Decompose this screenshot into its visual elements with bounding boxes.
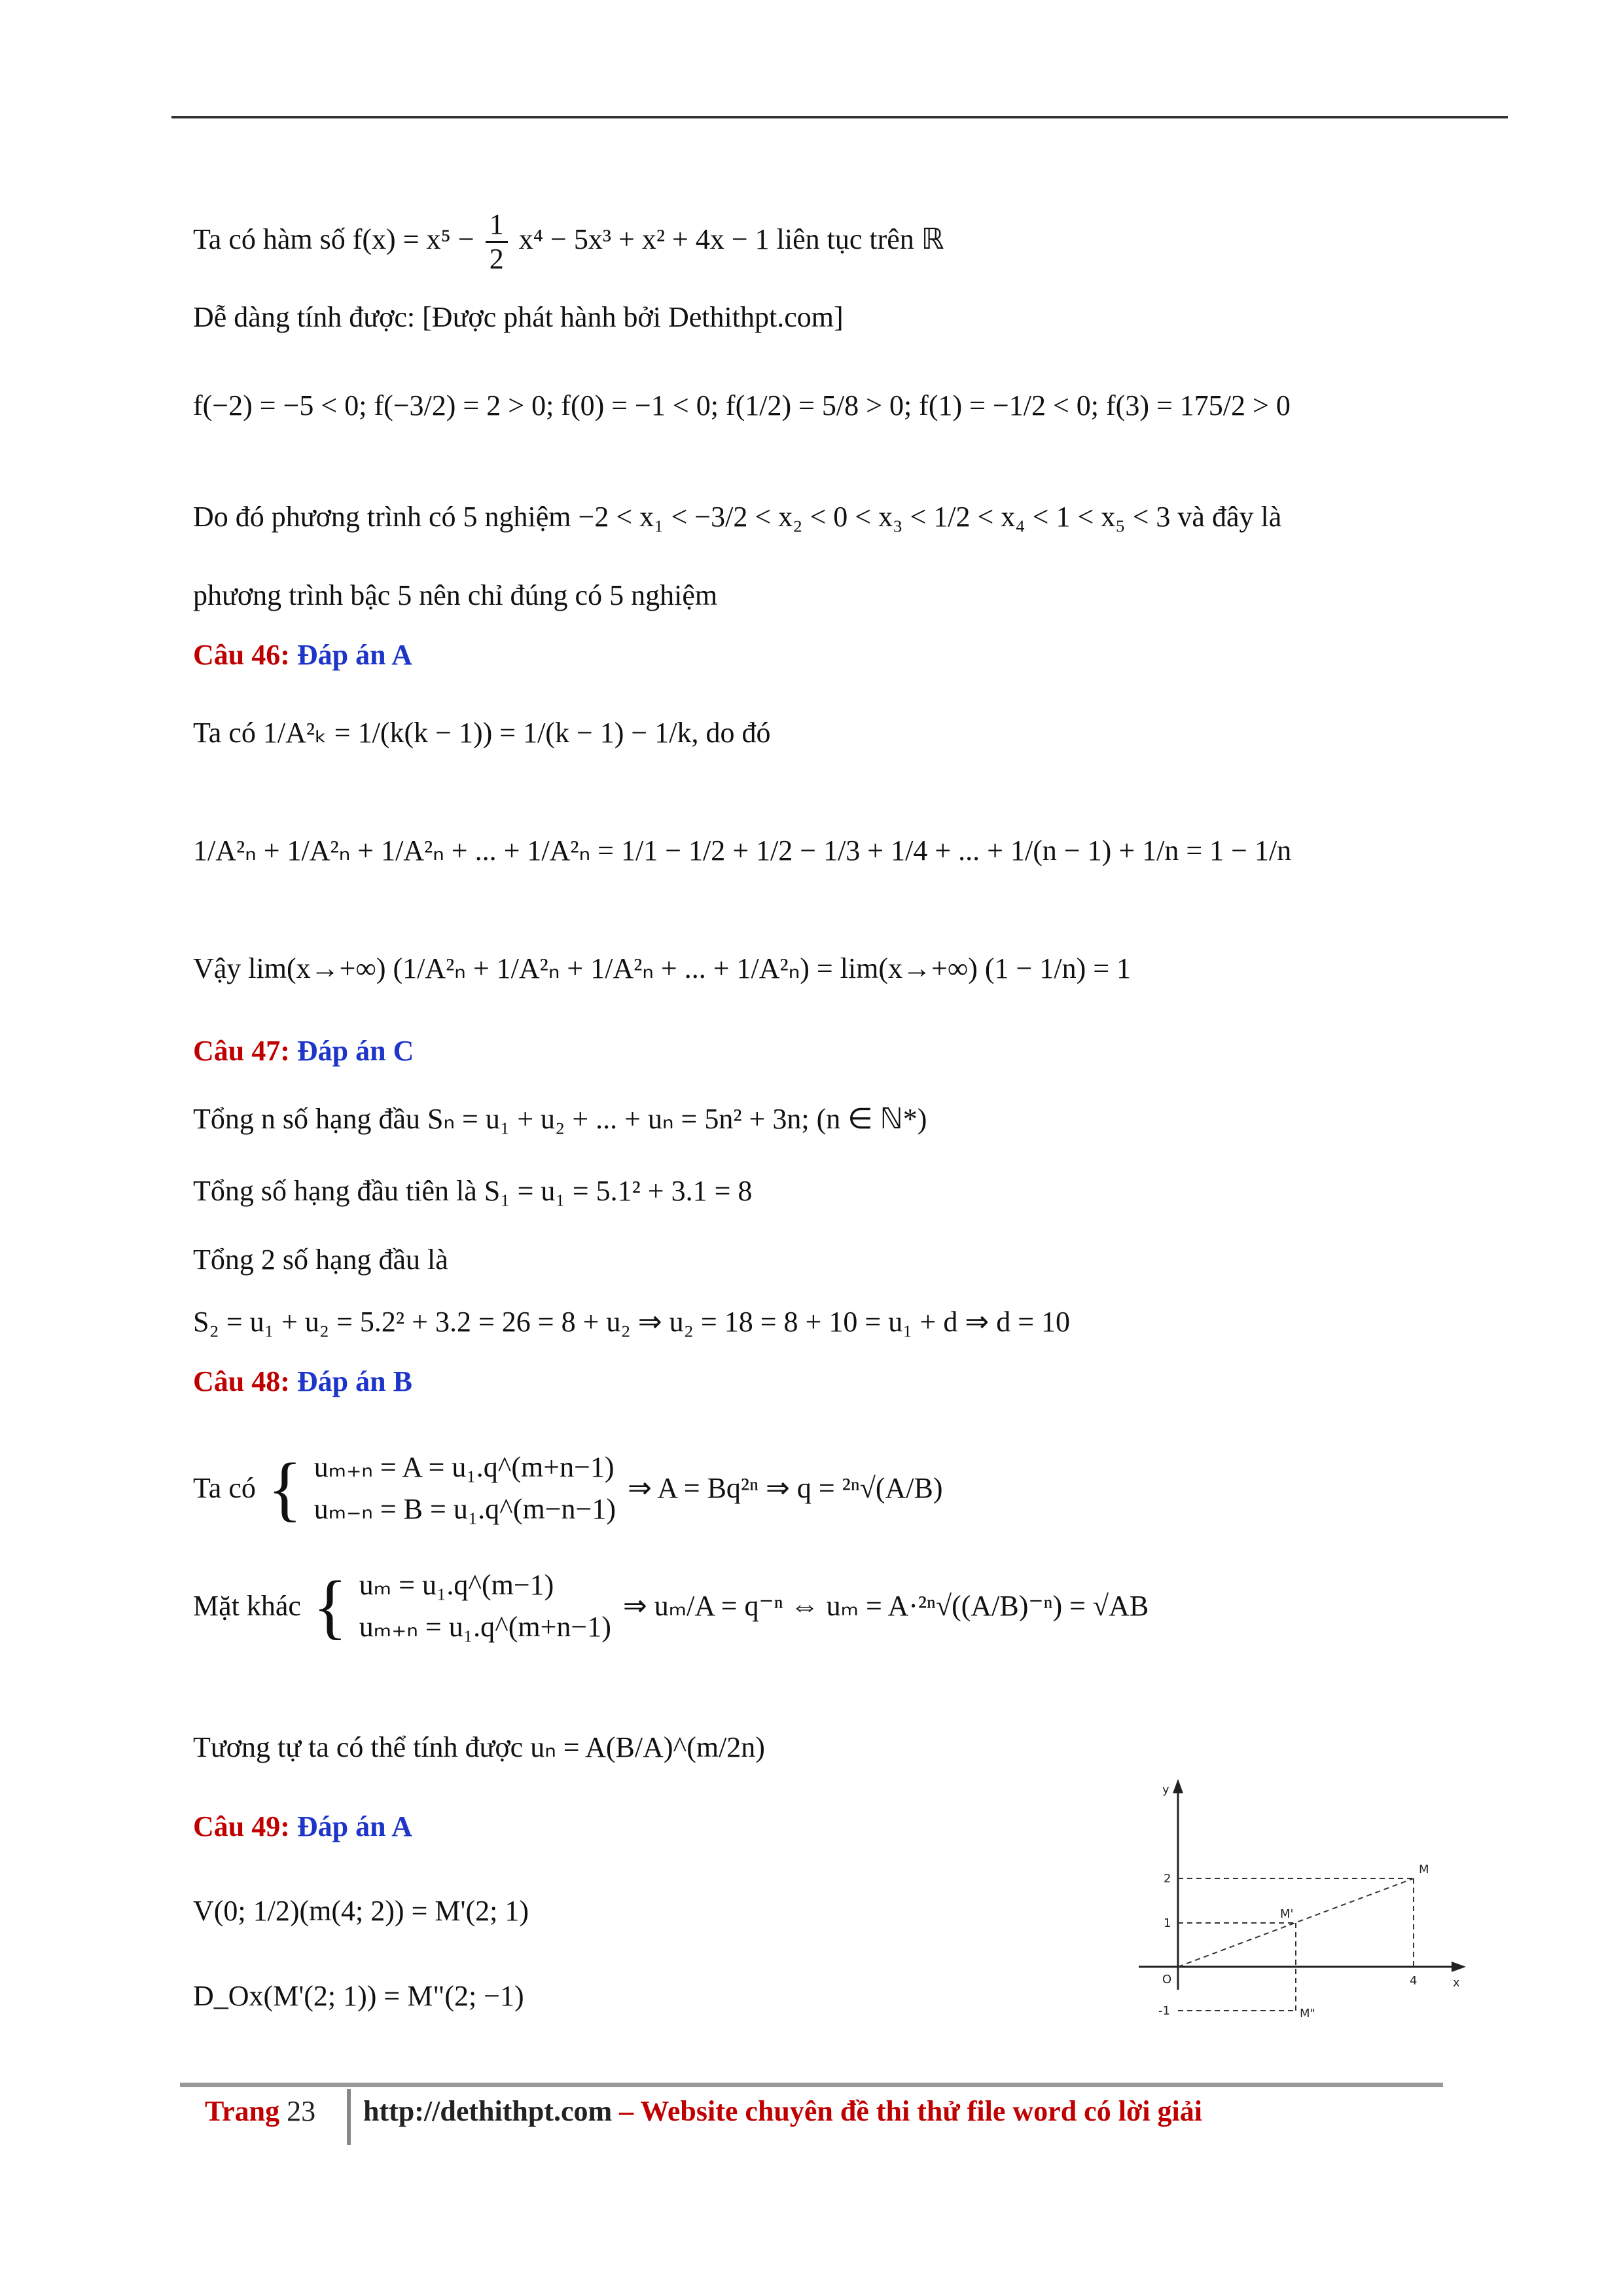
q46-line2: 1/A²ₙ + 1/A²ₙ + 1/A²ₙ + ... + 1/A²ₙ = 1/1 − 1/2 + 1/2 − 1/3 + 1/4 + ... + 1/(n − 1) + 1/n = 1 − 1/n [193,834,1292,867]
q46-line3: Vậy lim(x→+∞) (1/A²ₙ + 1/A²ₙ + 1/A²ₙ + ... + 1/A²ₙ) = lim(x→+∞) (1 − 1/n) = 1 [193,952,1132,984]
roots-line-2: phương trình bậc 5 nên chỉ đúng có 5 nghiệm [193,579,718,611]
footer-page: Trang 23 [205,2095,316,2127]
point-M1-label: M' [1280,1907,1294,1921]
footer-site: http://dethithpt.com – Website chuyên đề thi thử file word có lời giải [363,2095,1202,2127]
values-line: f(−2) = −5 < 0; f(−3/2) = 2 > 0; f(0) = −1 < 0; f(1/2) = 5/8 > 0; f(1) = −1/2 < 0; f(3) = 175/2 > 0 [193,389,1291,422]
axis-x-label: x [1453,1976,1460,1990]
text-suffix: liên tục trên ℝ [776,223,944,255]
q47-line1: Tổng n số hạng đầu Sₙ = u₁ + u₂ + ... + uₙ = 5n² + 3n; (n ∈ ℕ*) [193,1103,927,1135]
header-rule [171,116,1508,118]
q49-line1: V(0; 1/2)(m(4; 2)) = M'(2; 1) [193,1895,529,1927]
point-M-label: M [1419,1863,1429,1876]
axis-y-label: y [1162,1783,1169,1797]
tick-y-2: 2 [1164,1872,1171,1886]
q47-heading: Câu 47: Đáp án C [193,1035,414,1067]
q48-line2: Mặt khác { uₘ = u₁.q^(m−1) uₘ₊ₙ = u₁.q^(m+n−1) ⇒ uₘ/A = q⁻ⁿ ⇔ uₘ = A·²ⁿ√((A/B)⁻ⁿ) = √AB [193,1564,1149,1648]
coordinate-graph [1126,1774,1466,2042]
site-link[interactable]: http://dethithpt.com [363,2095,613,2127]
q48-heading: Câu 48: Đáp án B [193,1365,412,1397]
easy-calc-line: Dễ dàng tính được: [Được phát hành bởi Dethithpt.com] [193,301,844,333]
point-M2-label: M" [1300,2007,1315,2020]
function-line [193,209,944,274]
brace-icon: { [267,1448,302,1528]
system-1: uₘ₊ₙ = A = u₁.q^(m+n−1) uₘ₋ₙ = B = u₁.q^(m−n−1) [313,1451,616,1525]
footer-separator [347,2089,351,2145]
y-arrow-icon [1173,1779,1183,1793]
q47-line3: Tổng 2 số hạng đầu là [193,1244,448,1276]
roots-line: Do đó phương trình có 5 nghiệm −2 < x₁ < −3/2 < x₂ < 0 < x₃ < 1/2 < x₄ < 1 < x₅ < 3 và đây là [193,501,1282,533]
q48-line1: Ta có { uₘ₊ₙ = A = u₁.q^(m+n−1) uₘ₋ₙ = B = u₁.q^(m−n−1) ⇒ A = Bq²ⁿ ⇒ q = ²ⁿ√(A/B) [193,1446,943,1530]
q47-line2: Tổng số hạng đầu tiên là S₁ = u₁ = 5.1² + 3.1 = 8 [193,1175,753,1207]
q49-heading: Câu 49: Đáp án A [193,1810,412,1842]
tick-x-4: 4 [1410,1974,1418,1988]
origin-label: O [1162,1973,1172,1986]
function-expr-right: x⁴ − 5x³ + x² + 4x − 1 [518,223,770,255]
system-2: uₘ = u₁.q^(m−1) uₘ₊ₙ = u₁.q^(m+n−1) [359,1569,611,1643]
tick-y-m1: -1 [1158,2004,1170,2018]
q47-line4: S₂ = u₁ + u₂ = 5.2² + 3.2 = 26 = 8 + u₂ ⇒ u₂ = 18 = 8 + 10 = u₁ + d ⇒ d = 10 [193,1306,1071,1338]
brace-icon: { [312,1566,348,1646]
q46-heading: Câu 46: Đáp án A [193,639,412,671]
q46-line1: Ta có 1/A²ₖ = 1/(k(k − 1)) = 1/(k − 1) − 1/k, do đó [193,717,771,749]
tick-y-1: 1 [1164,1916,1171,1930]
q48-line3: Tương tự ta có thể tính được uₙ = A(B/A)^(m/2n) [193,1731,765,1763]
x-arrow-icon [1452,1962,1466,1972]
q49-line2: D_Ox(M'(2; 1)) = M"(2; −1) [193,1980,524,2012]
function-expr-left: f(x) = x⁵ − [352,223,474,255]
fraction: $\frac{1}{2}$ [486,209,508,274]
text-prefix: Ta có hàm số [193,223,346,255]
footer-rule [180,2083,1443,2087]
